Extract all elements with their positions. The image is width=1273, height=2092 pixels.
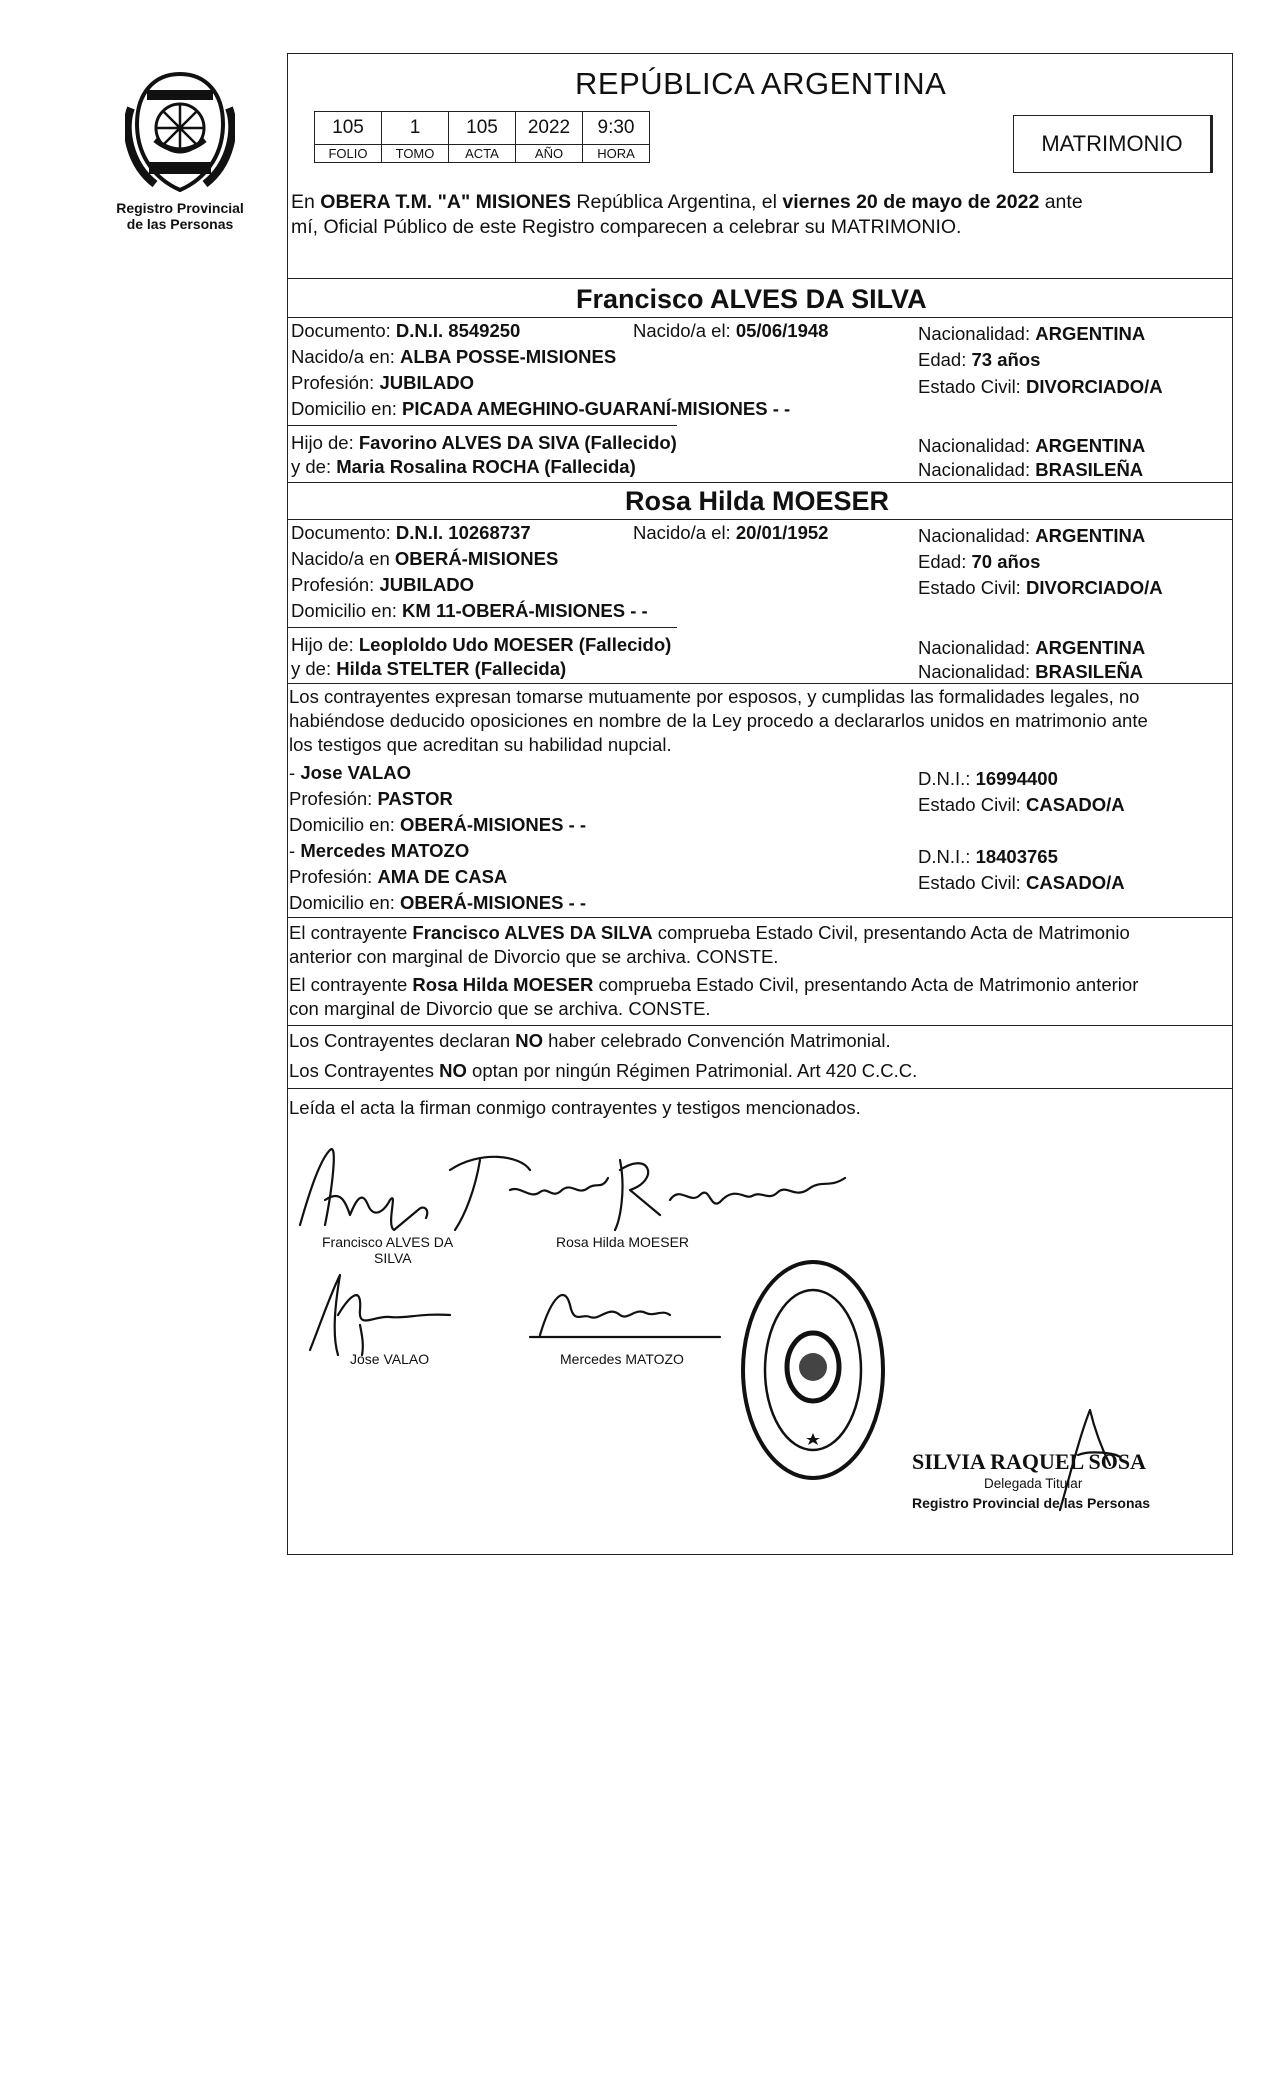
signature-label-groom: Francisco ALVES DA SILVA xyxy=(322,1234,454,1266)
witness-2-profession: Profesión: AMA DE CASA xyxy=(289,866,508,887)
bride-birthplace: Nacido/a en OBERÁ-MISIONES xyxy=(291,548,559,569)
year-value: 2022 xyxy=(516,112,583,145)
witness-1-civil-status: Estado Civil: CASADO/A xyxy=(918,794,1125,815)
witness-1-profession: Profesión: PASTOR xyxy=(289,788,453,809)
witness-1-name: - Jose VALAO xyxy=(289,762,411,783)
bride-father-nationality: Nacionalidad: ARGENTINA xyxy=(918,637,1146,658)
closing-statement: Leída el acta la firman conmigo contrayentes y testigos mencionados. xyxy=(289,1097,861,1118)
note-convention: Los Contrayentes declaran NO haber celebrado Convención Matrimonial. xyxy=(289,1030,891,1051)
groom-profession: Profesión: JUBILADO xyxy=(291,372,474,393)
bride-age: Edad: 70 años xyxy=(918,551,1041,572)
official-name: SILVIA RAQUEL SOSA xyxy=(912,1449,1146,1474)
groom-father-nationality: Nacionalidad: ARGENTINA xyxy=(918,435,1146,456)
note-bride-line-1: El contrayente Rosa Hilda MOESER comprueba Estado Civil, presentando Acta de Matrimonio anterior xyxy=(289,974,1139,995)
groom-birthplace: Nacido/a en: ALBA POSSE-MISIONES xyxy=(291,346,617,367)
bride-name: Rosa Hilda MOESER xyxy=(625,486,890,516)
groom-civil-status: Estado Civil: DIVORCIADO/A xyxy=(918,376,1163,397)
groom-birthdate: Nacido/a el: 05/06/1948 xyxy=(633,320,829,341)
country-title: REPÚBLICA ARGENTINA xyxy=(575,66,947,101)
declaration-line-2: habiéndose deducido oposiciones en nombre de la Ley procedo a declararlos unidos en matrimonio ante xyxy=(289,710,1148,731)
witness-1-dni: D.N.I.: 16994400 xyxy=(918,768,1058,789)
groom-mother: y de: Maria Rosalina ROCHA (Fallecida) xyxy=(291,456,636,477)
groom-bride-signatures xyxy=(290,1130,870,1240)
bride-civil-status: Estado Civil: DIVORCIADO/A xyxy=(918,577,1163,598)
tomo-label: TOMO xyxy=(382,145,449,163)
bride-father: Hijo de: Leoploldo Udo MOESER (Fallecido) xyxy=(291,634,672,655)
intro-line-2: mí, Oficial Público de este Registro comparecen a celebrar su MATRIMONIO. xyxy=(291,216,962,238)
witness-2-address: Domicilio en: OBERÁ-MISIONES - - xyxy=(289,892,587,913)
acta-label: ACTA xyxy=(449,145,516,163)
witness-2-dni: D.N.I.: 18403765 xyxy=(918,846,1058,867)
tomo-value: 1 xyxy=(382,112,449,145)
registry-label: Registro Provincial de las Personas xyxy=(116,200,244,232)
groom-nationality: Nacionalidad: ARGENTINA xyxy=(918,323,1146,344)
signature-label-witness-2: Mercedes MATOZO xyxy=(560,1351,684,1367)
declaration-line-3: los testigos que acreditan su habilidad nupcial. xyxy=(289,734,672,755)
groom-father: Hijo de: Favorino ALVES DA SIVA (Fallecido) xyxy=(291,432,677,453)
registry-logo xyxy=(105,68,255,232)
bride-mother-nationality: Nacionalidad: BRASILEÑA xyxy=(918,661,1144,682)
signature-label-bride: Rosa Hilda MOESER xyxy=(556,1234,690,1250)
official-stamp-icon xyxy=(738,1255,888,1485)
bride-profession: Profesión: JUBILADO xyxy=(291,574,474,595)
declaration-line-1: Los contrayentes expresan tomarse mutuamente por esposos, y cumplidas las formalidades legales, no xyxy=(289,686,1140,707)
bride-mother: y de: Hilda STELTER (Fallecida) xyxy=(291,658,567,679)
witness-1-address: Domicilio en: OBERÁ-MISIONES - - xyxy=(289,814,587,835)
bride-address: Domicilio en: KM 11-OBERÁ-MISIONES - - xyxy=(291,600,648,621)
witness-2-civil-status: Estado Civil: CASADO/A xyxy=(918,872,1125,893)
year-label: AÑO xyxy=(516,145,583,163)
bride-nationality: Nacionalidad: ARGENTINA xyxy=(918,525,1146,546)
official-role: Delegada Titular xyxy=(984,1476,1083,1491)
groom-address: Domicilio en: PICADA AMEGHINO-GUARANÍ-MISIONES - - xyxy=(291,398,791,419)
note-bride-line-2: con marginal de Divorcio que se archiva. CONSTE. xyxy=(289,998,711,1019)
note-groom-line-2: anterior con marginal de Divorcio que se archiva. CONSTE. xyxy=(289,946,779,967)
signature-label-witness-1: Jose VALAO xyxy=(350,1351,430,1367)
folio-label: FOLIO xyxy=(315,145,382,163)
acta-value: 105 xyxy=(449,112,516,145)
official-organization: Registro Provincial de las Personas xyxy=(912,1495,1151,1511)
provincial-seal-icon xyxy=(125,68,235,196)
bride-document: Documento: D.N.I. 10268737 xyxy=(291,522,531,543)
witness-signatures xyxy=(290,1255,740,1365)
record-reference-table xyxy=(314,111,650,163)
record-type-box: MATRIMONIO xyxy=(1013,115,1213,173)
groom-name: Francisco ALVES DA SILVA xyxy=(576,284,927,314)
note-regime: Los Contrayentes NO optan por ningún Régimen Patrimonial. Art 420 C.C.C. xyxy=(289,1060,918,1081)
groom-mother-nationality: Nacionalidad: BRASILEÑA xyxy=(918,459,1144,480)
intro-line-1: En OBERA T.M. "A" MISIONES República Argentina, el viernes 20 de mayo de 2022 ante xyxy=(291,191,1083,213)
bride-birthdate: Nacido/a el: 20/01/1952 xyxy=(633,522,829,543)
folio-value: 105 xyxy=(315,112,382,145)
witness-2-name: - Mercedes MATOZO xyxy=(289,840,470,861)
groom-document: Documento: D.N.I. 8549250 xyxy=(291,320,521,341)
note-groom-line-1: El contrayente Francisco ALVES DA SILVA comprueba Estado Civil, presentando Acta de Matrimonio xyxy=(289,922,1130,943)
groom-age: Edad: 73 años xyxy=(918,349,1041,370)
official-signature xyxy=(1020,1395,1130,1515)
time-label: HORA xyxy=(583,145,650,163)
time-value: 9:30 xyxy=(583,112,650,145)
